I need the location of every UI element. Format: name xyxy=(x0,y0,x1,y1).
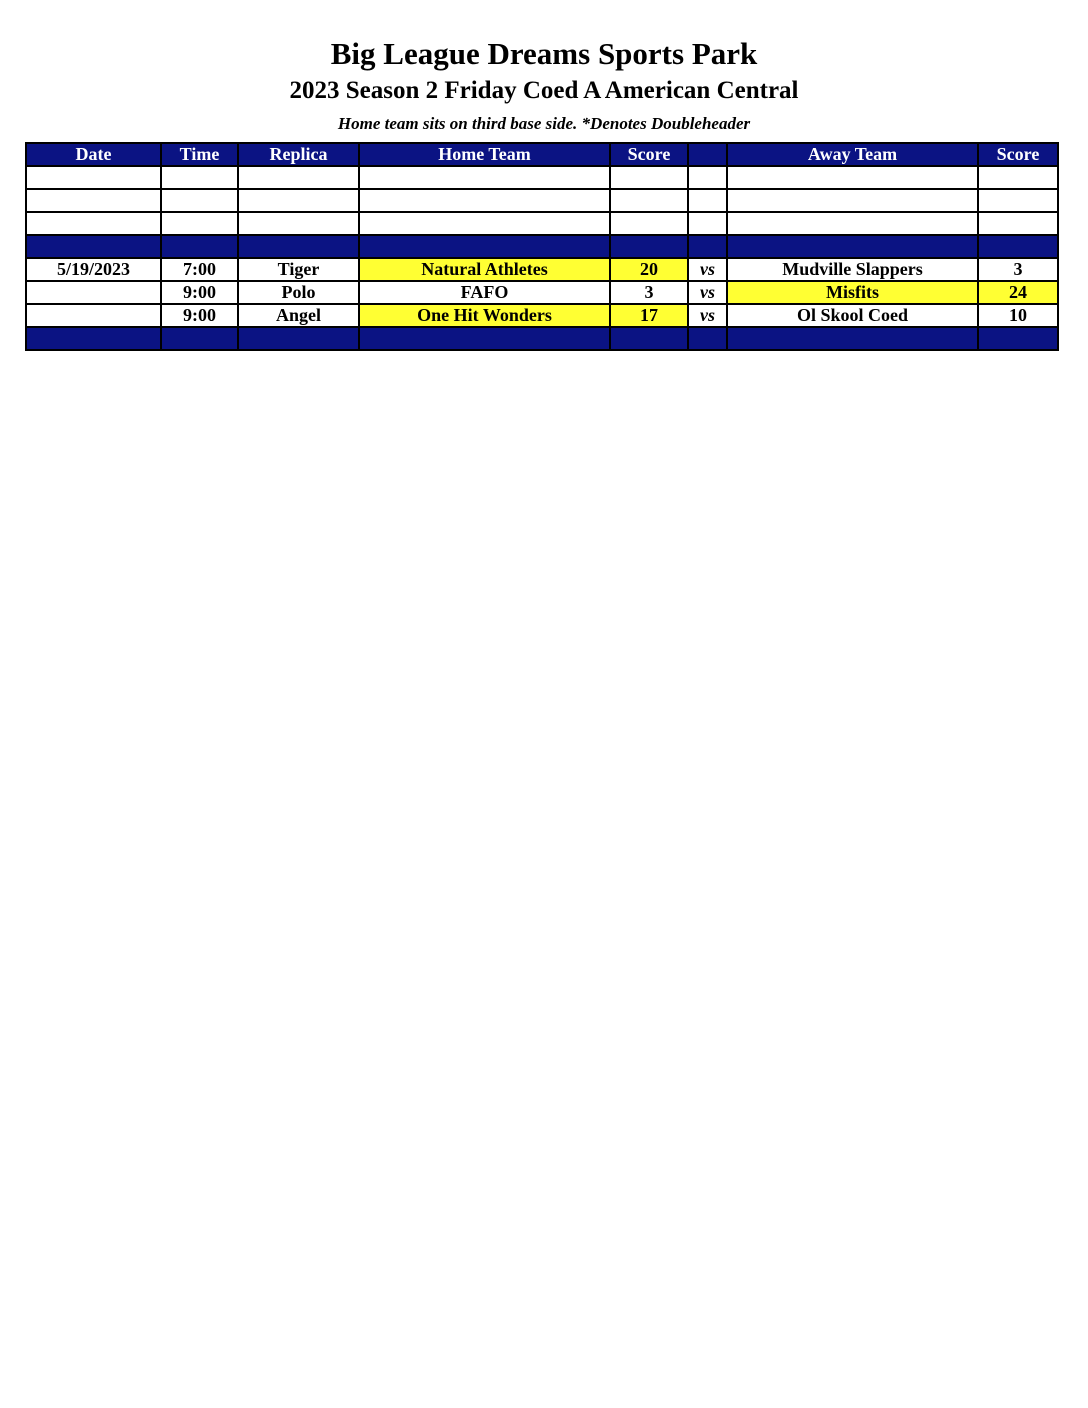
empty-cell xyxy=(359,212,610,235)
empty-cell xyxy=(161,189,238,212)
band-cell xyxy=(727,327,978,350)
column-header-date: Date xyxy=(26,143,161,166)
band-cell xyxy=(727,235,978,258)
game-row xyxy=(26,258,1058,281)
empty-cell xyxy=(688,189,727,212)
empty-cell xyxy=(727,166,978,189)
empty-cell xyxy=(978,189,1058,212)
away-score: 24 xyxy=(978,281,1058,304)
empty-row xyxy=(26,212,1058,235)
band-cell xyxy=(688,327,727,350)
empty-cell xyxy=(26,189,161,212)
home-score: 17 xyxy=(610,304,688,327)
empty-row xyxy=(26,166,1058,189)
away-score: 3 xyxy=(978,258,1058,281)
home-team: One Hit Wonders xyxy=(359,304,610,327)
game-field: Polo xyxy=(238,281,359,304)
empty-cell xyxy=(727,189,978,212)
column-header-home-team: Home Team xyxy=(359,143,610,166)
away-team: Ol Skool Coed xyxy=(727,304,978,327)
game-date xyxy=(26,304,161,327)
page-subtitle: 2023 Season 2 Friday Coed A American Central xyxy=(289,77,799,104)
band-cell xyxy=(978,327,1058,350)
game-date: 5/19/2023 xyxy=(26,258,161,281)
band-cell xyxy=(978,235,1058,258)
band-cell xyxy=(161,327,238,350)
band-cell xyxy=(359,327,610,350)
away-score: 10 xyxy=(978,304,1058,327)
band-cell xyxy=(238,235,359,258)
empty-cell xyxy=(610,166,688,189)
empty-cell xyxy=(161,212,238,235)
band-cell xyxy=(238,327,359,350)
column-header-vs xyxy=(688,143,727,166)
game-field: Tiger xyxy=(238,258,359,281)
column-header-time: Time xyxy=(161,143,238,166)
column-header-away-team: Away Team xyxy=(727,143,978,166)
empty-cell xyxy=(978,166,1058,189)
band-cell xyxy=(610,235,688,258)
game-time: 9:00 xyxy=(161,281,238,304)
band-cell xyxy=(26,327,161,350)
vs-label: vs xyxy=(688,281,727,304)
away-team: Misfits xyxy=(727,281,978,304)
empty-cell xyxy=(688,166,727,189)
column-header-replica: Replica xyxy=(238,143,359,166)
empty-cell xyxy=(727,212,978,235)
empty-cell xyxy=(161,166,238,189)
header-row xyxy=(26,143,1058,166)
band-cell xyxy=(359,235,610,258)
column-header-away-score: Score xyxy=(978,143,1058,166)
game-row xyxy=(26,281,1058,304)
home-team: FAFO xyxy=(359,281,610,304)
home-score: 20 xyxy=(610,258,688,281)
separator-band xyxy=(26,327,1058,350)
game-time: 7:00 xyxy=(161,258,238,281)
page-note: Home team sits on third base side. *Denotes Doubleheader xyxy=(337,114,751,133)
empty-cell xyxy=(238,212,359,235)
empty-cell xyxy=(238,189,359,212)
home-score: 3 xyxy=(610,281,688,304)
empty-cell xyxy=(359,166,610,189)
empty-cell xyxy=(26,166,161,189)
empty-row xyxy=(26,189,1058,212)
empty-cell xyxy=(978,212,1058,235)
band-cell xyxy=(161,235,238,258)
empty-cell xyxy=(688,212,727,235)
band-cell xyxy=(688,235,727,258)
vs-label: vs xyxy=(688,258,727,281)
empty-cell xyxy=(238,166,359,189)
page-title: Big League Dreams Sports Park xyxy=(330,36,758,71)
empty-cell xyxy=(359,189,610,212)
game-time: 9:00 xyxy=(161,304,238,327)
schedule-table xyxy=(25,142,1059,351)
home-team: Natural Athletes xyxy=(359,258,610,281)
empty-cell xyxy=(26,212,161,235)
band-cell xyxy=(26,235,161,258)
away-team: Mudville Slappers xyxy=(727,258,978,281)
separator-band xyxy=(26,235,1058,258)
game-row xyxy=(26,304,1058,327)
empty-cell xyxy=(610,212,688,235)
vs-label: vs xyxy=(688,304,727,327)
game-date xyxy=(26,281,161,304)
empty-cell xyxy=(610,189,688,212)
column-header-home-score: Score xyxy=(610,143,688,166)
band-cell xyxy=(610,327,688,350)
game-field: Angel xyxy=(238,304,359,327)
